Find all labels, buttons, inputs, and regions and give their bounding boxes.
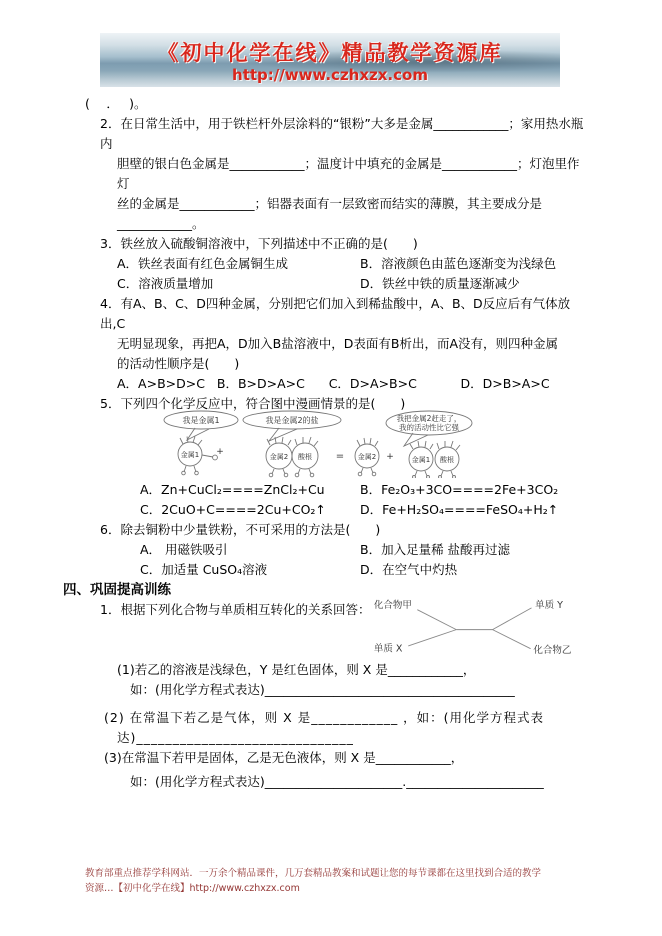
question-2-line-1: 2．在日常生活中，用于铁栏杆外层涂料的“银粉”大多是金属____________；家用热水瓶内 xyxy=(100,116,584,151)
cartoon-char-metal1-salt-radical: 酸根 xyxy=(440,456,454,464)
diagram-label-compound-yi: 化合物乙 xyxy=(533,645,572,657)
sub-question-1-line-1: (1)若乙的溶液是浅绿色，Y 是红色固体，则 X 是____________， xyxy=(117,662,476,677)
question-5-option-c: C．2CuO+C====2Cu+CO₂↑ xyxy=(140,502,326,517)
question-6-option-b: B．加入足量稀 盐酸再过滤 xyxy=(360,542,511,557)
question-4-line-3: 的活动性顺序是( ) xyxy=(117,356,240,371)
cartoon-char-metal2-free: 金属2 xyxy=(357,453,377,461)
question-3-option-b: B．溶液颜色由蓝色逐渐变为浅绿色 xyxy=(360,256,557,271)
cartoon-char-metal2-salt-metal: 金属2 xyxy=(269,453,289,461)
answer-paren-line: ( ． )。 xyxy=(85,96,147,111)
question-3-option-a: A．铁丝表面有红色金属铜生成 xyxy=(117,256,289,271)
compound-element-conversion-diagram xyxy=(372,592,585,660)
question-6-option-d: D．在空气中灼热 xyxy=(360,562,458,577)
question-6-options-row-1 xyxy=(140,540,585,560)
section-4-item-1-text: 1．根据下列化合物与单质相互转化的关系回答： xyxy=(100,602,371,617)
question-4-line-2: 无明显现象，再把A，D加入B盐溶液中，D表面有B析出，而A没有，则四种金属 xyxy=(117,336,559,351)
cartoon-char-metal1: 金属1 xyxy=(180,451,200,459)
footer-line-2: 资源…【初中化学在线】http://www.czhxzx.com xyxy=(85,883,300,894)
question-3-options-row-1 xyxy=(117,254,585,274)
cartoon-char-metal1-salt-metal: 金属1 xyxy=(411,456,431,464)
question-6-option-c: C．加适量 CuSO₄溶液 xyxy=(140,562,268,577)
question-3-option-d: D．铁丝中铁的质量逐渐减少 xyxy=(360,276,520,291)
question-2-line-3: 丝的金属是____________；铝器表面有一层致密而结实的薄膜，其主要成分是 xyxy=(117,196,543,211)
diagram-label-compound-jia: 化合物甲 xyxy=(373,599,412,611)
question-2-line-4: ____________。 xyxy=(117,216,205,231)
metal-displacement-cartoon xyxy=(157,410,475,478)
question-5-stem: 5．下列四个化学反应中，符合图中漫画情景的是( ) xyxy=(100,396,406,411)
sub-question-3-line-1: (3)在常温下若甲是固体，乙是无色液体，则 X 是____________， xyxy=(104,750,464,765)
question-6-stem: 6．除去铜粉中少量铁粉，不可采用的方法是( ) xyxy=(100,522,381,537)
question-5-options-row-2 xyxy=(140,500,585,520)
question-6-option-a: A． 用磁铁吸引 xyxy=(140,542,228,557)
question-5-option-d: D．Fe+H₂SO₄====FeSO₄+H₂↑ xyxy=(360,502,559,517)
question-5-option-a: A．Zn+CuCl₂====ZnCl₂+Cu xyxy=(140,482,325,497)
question-5-option-b: B．Fe₂O₃+3CO====2Fe+3CO₂ xyxy=(360,482,559,497)
site-banner xyxy=(100,33,560,87)
sub-question-2-line-2: 达)______________________________ xyxy=(117,730,354,745)
cartoon-char-metal2-salt-radical: 酸根 xyxy=(298,453,312,461)
sub-question-2-line-1: (2) 在常温下若乙是气体，则 X 是____________ ，如：(用化学方程式表 xyxy=(104,710,545,725)
question-4-options: A．A>B>D>C B．B>D>A>C C．D>A>B>C D．D>B>A>C xyxy=(117,376,550,391)
question-3-stem: 3．铁丝放入硫酸铜溶液中，下列描述中不正确的是( ) xyxy=(100,236,418,251)
cartoon-bubble-3-line-1: 我把金属2赶走了， xyxy=(396,414,462,423)
diagram-label-element-y: 单质 Y xyxy=(535,599,563,611)
section-4-title: 四、巩固提高训练 xyxy=(63,582,171,598)
question-6-options-row-2 xyxy=(140,560,585,580)
sub-question-1-line-2: 如：(用化学方程式表达)________________________________________ xyxy=(130,682,515,697)
question-4-line-1: 4．有A、B、C、D四种金属，分别把它们加入到稀盐酸中，A、B、D反应后有气体放出,C xyxy=(100,296,571,331)
cartoon-plus-2: + xyxy=(386,452,394,462)
question-2-line-2: 胆壁的银白色金属是____________；温度计中填充的金属是____________；灯泡里作灯 xyxy=(117,156,580,191)
cartoon-bubble-2: 我是金属2的盐 xyxy=(265,416,319,425)
question-5-options-row-1 xyxy=(140,480,585,500)
footer-promo xyxy=(85,866,580,896)
diagram-label-element-x: 单质 X xyxy=(373,643,403,655)
footer-line-1: 教育部重点推荐学科网站．一万余个精品课件，几万套精品教案和试题让您的每节课都在这里找到合适的教学 xyxy=(85,868,542,879)
sub-question-3-line-2: 如：(用化学方程式表达)______________________.______________________ xyxy=(130,774,544,789)
banner-title: 《初中化学在线》精品教学资源库 xyxy=(157,40,503,65)
cartoon-bubble-3-line-2: 我的活动性比它强 xyxy=(399,423,459,432)
cartoon-plus-1: + xyxy=(216,447,224,457)
cartoon-equals: = xyxy=(335,451,345,462)
worksheet-body xyxy=(63,94,585,792)
cartoon-bubble-1: 我是金属1 xyxy=(182,416,220,425)
question-3-options-row-2 xyxy=(117,274,585,294)
question-3-option-c: C．溶液质量增加 xyxy=(117,276,214,291)
banner-url: http://www.czhxzx.com xyxy=(232,65,428,84)
section-4-item-1-row xyxy=(85,600,585,660)
